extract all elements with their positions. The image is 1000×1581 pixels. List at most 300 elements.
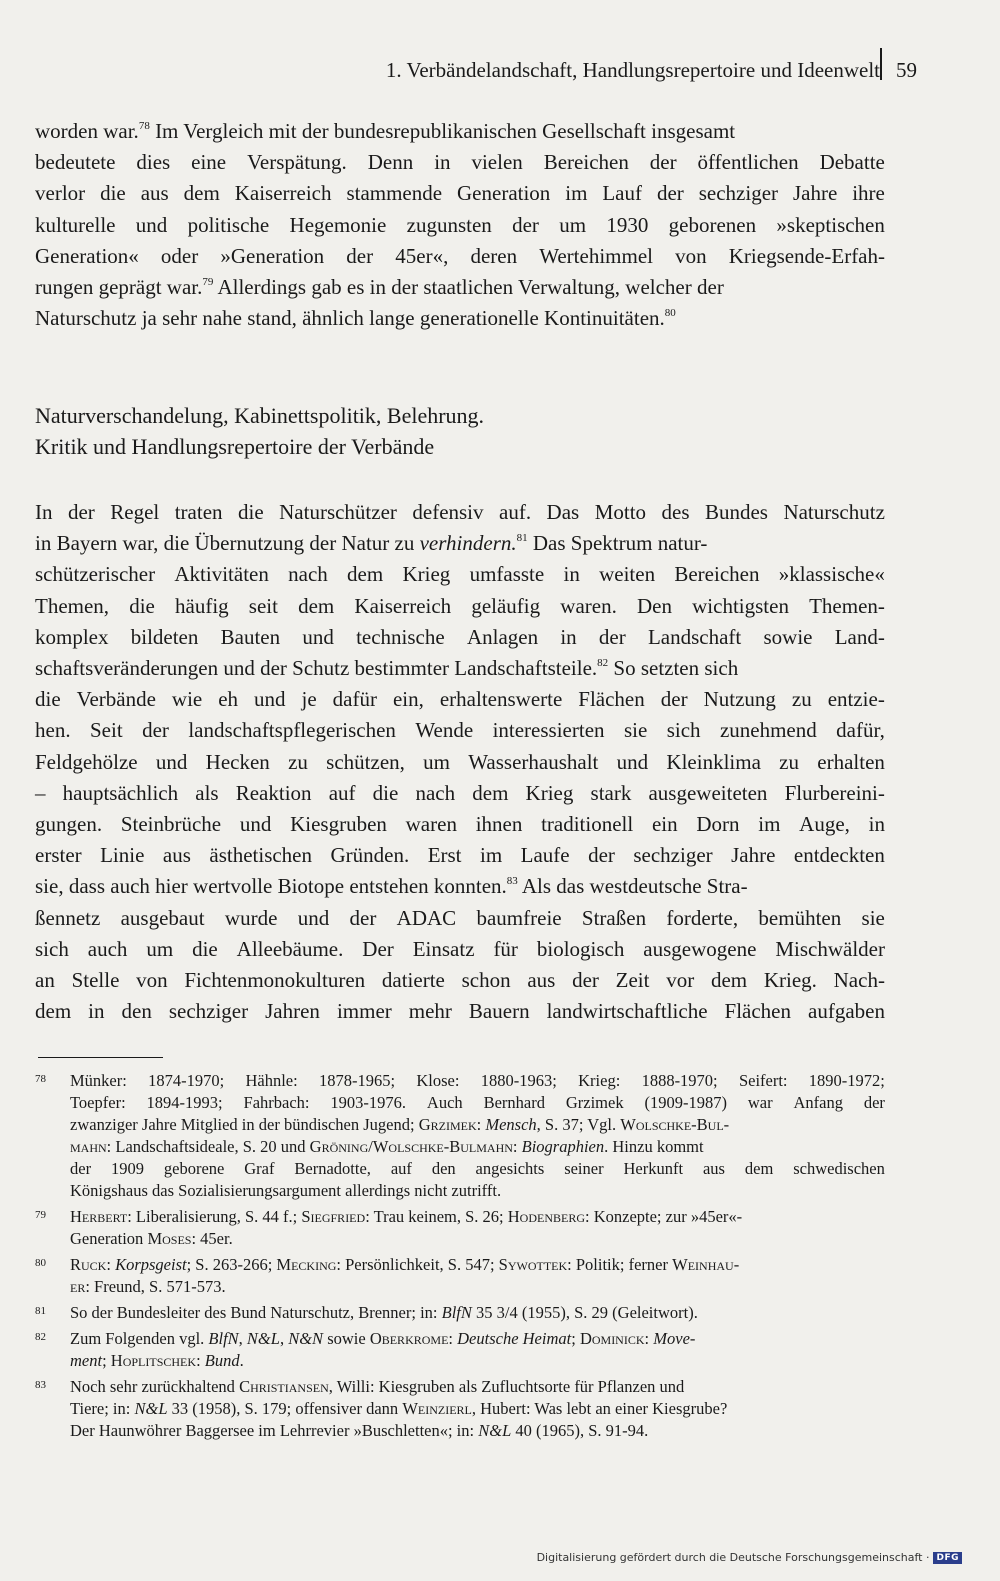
text-line [35, 210, 885, 241]
word: erhalten [817, 749, 885, 774]
text-line [35, 147, 885, 178]
word: zugunsten [406, 212, 492, 237]
text-segment: worden war. [35, 119, 139, 143]
word: 1874-1970; [148, 1071, 225, 1090]
text-segment [70, 1420, 648, 1442]
author-name: Dominick [579, 1329, 645, 1348]
title-text: Deutsche Heimat [457, 1329, 572, 1348]
footnote-78 [35, 1070, 885, 1202]
word: geläufig [471, 593, 541, 618]
word: landwirtschaftliche [546, 999, 708, 1024]
text-line [35, 684, 885, 715]
footnote-ref[interactable]: 80 [664, 307, 676, 320]
word: sie [861, 905, 885, 930]
word: In [35, 500, 53, 524]
title-text: N&L [246, 1329, 280, 1348]
text-segment: 40 (1965), S. 91-94. [515, 1421, 649, 1440]
word: Feldgehölze [35, 749, 138, 774]
word: war [747, 1093, 773, 1112]
footnote-83 [35, 1376, 885, 1442]
word: komplex [35, 624, 109, 649]
word: für [493, 936, 518, 961]
word: Lauf [602, 181, 643, 206]
word: Aktivitäten [174, 562, 269, 587]
word: Generation« [35, 243, 139, 268]
word: Klose: [416, 1071, 460, 1090]
title-text: Mensch [485, 1115, 537, 1134]
footnote-line [70, 1206, 885, 1228]
title-text: BlfN [208, 1329, 239, 1348]
word: Fahrbach: [243, 1093, 310, 1112]
footnote-81 [35, 1302, 885, 1324]
footnote-line [70, 1376, 885, 1398]
word: die [192, 936, 218, 961]
text-segment: : [644, 1329, 650, 1348]
word: forderte, [666, 905, 739, 930]
text-segment [70, 1136, 704, 1158]
running-head: 1. Verbändelandschaft, Handlungsrepertoire und Ideenwelt [385, 58, 880, 82]
text-segment: : Persönlichkeit, S. 547; [336, 1255, 495, 1274]
text-segment [35, 303, 676, 334]
word: häufig [175, 593, 229, 618]
text-segment: sowie [327, 1329, 366, 1348]
word: wurde [224, 905, 278, 930]
word: defensiv [412, 500, 484, 524]
word: eh [218, 687, 239, 712]
word: Naturschutz [783, 500, 885, 524]
footnote-line [70, 1092, 885, 1114]
word: dafür, [836, 718, 885, 743]
word: Jahre [792, 181, 838, 206]
footnote-80 [35, 1254, 885, 1298]
text-line [35, 871, 885, 902]
title-text: N&N [288, 1329, 324, 1348]
word: angesichts [475, 1159, 545, 1178]
text-line [35, 591, 885, 622]
word: oder [160, 243, 199, 268]
text-segment: . Hinzu kommt [604, 1137, 704, 1156]
word: Krieg: [578, 1071, 621, 1090]
text-segment [35, 272, 724, 303]
text-segment [35, 116, 735, 147]
word: »skeptischen [776, 212, 885, 237]
word: auf [390, 1159, 412, 1178]
text-segment: : 45er. [191, 1229, 233, 1248]
word: um [423, 749, 451, 774]
title-text: N&L [134, 1399, 168, 1418]
word: öffentlichen [697, 150, 799, 175]
word: geborenen [668, 212, 757, 237]
word: sechziger [698, 181, 779, 206]
footnote-ref[interactable]: 79 [202, 276, 214, 289]
text-segment: rungen geprägt war. [35, 275, 203, 300]
word: der [142, 718, 169, 743]
author-name: Weinzierl [402, 1399, 472, 1418]
word: Seit [90, 718, 123, 743]
word: Land- [834, 624, 885, 649]
title-text: N&L [478, 1421, 512, 1440]
word: der [67, 500, 95, 524]
word: Bernhard [483, 1093, 545, 1112]
footnote-ref[interactable]: 82 [597, 657, 609, 670]
paragraph-2 [35, 497, 885, 1027]
footnote-number: 83 [35, 1379, 46, 1391]
footnote-number: 81 [35, 1305, 46, 1317]
text-line [35, 715, 885, 746]
word: von [675, 243, 707, 268]
header-divider [880, 48, 882, 80]
word: Hegemonie [289, 212, 387, 237]
word: interessierten [492, 718, 605, 743]
word: Bauern [468, 999, 530, 1024]
footnote-ref[interactable]: 81 [516, 532, 528, 545]
word: baumfreie [476, 905, 562, 930]
word: Das [546, 500, 580, 524]
word: aus [140, 181, 169, 206]
word: wichtigsten [692, 593, 789, 618]
word: umfasste [469, 562, 545, 587]
word: hen. [35, 718, 71, 743]
word: ßennetz [35, 905, 101, 930]
word: ihnen [475, 812, 523, 837]
text-segment: Zum Folgenden vgl. [70, 1329, 205, 1348]
word: dem [710, 968, 748, 993]
word: und [135, 212, 168, 237]
word: an [35, 968, 55, 993]
word: dies [136, 150, 171, 175]
word: auf. [499, 500, 532, 524]
word: der [512, 212, 539, 237]
word: des [661, 500, 690, 524]
word: stark [590, 780, 632, 805]
word: deren [470, 243, 518, 268]
text-segment: 35 3/4 (1955), S. 29 (Geleitwort). [476, 1303, 698, 1322]
text-segment [35, 871, 748, 902]
word: der [70, 1159, 92, 1178]
word: Seifert: [738, 1071, 788, 1090]
word: Stelle [71, 968, 120, 993]
word: (1909-1987) [644, 1093, 727, 1112]
word: Kriegsende-Erfah- [728, 243, 885, 268]
word: der [863, 1093, 885, 1112]
text-segment: : Landschaftsideale, S. 20 und [106, 1137, 306, 1156]
word: kulturelle [35, 212, 116, 237]
word: den [431, 1159, 456, 1178]
word: Fichtenmonokulturen [184, 968, 366, 993]
word: aufgaben [808, 999, 885, 1024]
word: 1880-1963; [480, 1071, 557, 1090]
text-segment: Allerdings gab es in der staatlichen Verwaltung, welcher der [213, 275, 724, 300]
word: ADAC [396, 905, 457, 930]
text-segment [70, 1206, 742, 1228]
text-segment: : Politik; ferner [567, 1255, 668, 1274]
text-segment: sie, dass auch hier wertvolle Biotope entstehen konnten. [35, 874, 507, 899]
footnote-divider [38, 1057, 163, 1058]
title-text: ment [70, 1351, 103, 1370]
word: bildeten [130, 624, 199, 649]
word: entzie- [827, 687, 885, 712]
footnote-82 [35, 1328, 885, 1372]
word: Naturschützer [279, 500, 397, 524]
word: Flurbereini- [784, 780, 885, 805]
text-segment: : [106, 1255, 111, 1274]
word: Kaiserreich [354, 593, 452, 618]
word: den [121, 999, 152, 1024]
word: Regel [110, 500, 160, 524]
word: 1930 [606, 212, 649, 237]
author-name: Grzimek [418, 1115, 477, 1134]
footnote-line [70, 1254, 885, 1276]
footnote-ref[interactable]: 78 [138, 120, 150, 132]
word: Bauten [220, 624, 281, 649]
text-line [35, 528, 885, 559]
footnote-line [70, 1420, 885, 1442]
word: Jahre [731, 843, 776, 868]
word: technische [356, 624, 445, 649]
word: in [563, 562, 580, 587]
author-name: Moses [147, 1229, 192, 1248]
word: zu [288, 749, 308, 774]
word: datierte [381, 968, 445, 993]
word: dem [35, 999, 72, 1024]
text-segment: . [239, 1351, 244, 1370]
word: schützerischer [35, 562, 156, 587]
word: Verbände [76, 687, 156, 712]
word: verlor [35, 181, 86, 206]
footnote-line [70, 1114, 885, 1136]
text-segment: Als das westdeutsche Stra- [517, 874, 748, 899]
word: und [302, 624, 334, 649]
text-segment [70, 1350, 244, 1372]
credit-text: Digitalisierung gefördert durch die Deutsche Forschungsgemeinschaft · [536, 1551, 930, 1564]
word: Flächen [578, 687, 645, 712]
word: Denn [367, 150, 414, 175]
word: um [146, 936, 174, 961]
text-line [35, 653, 885, 684]
word: wie [171, 687, 203, 712]
paragraph-1 [35, 116, 885, 334]
word: traten [174, 500, 223, 524]
title-text: BlfN [441, 1303, 472, 1322]
word: Erst [427, 843, 462, 868]
word: zunehmend [719, 718, 817, 743]
footnote-line [70, 1328, 885, 1350]
word: Hecken [205, 749, 270, 774]
word: landschaftspflegerischen [188, 718, 396, 743]
word: Dorn [696, 812, 740, 837]
word: und [254, 687, 286, 712]
footnote-line [70, 1398, 885, 1420]
text-segment: , Hubert: Was lebt an einer Kiesgrube? [471, 1399, 728, 1418]
word: Auch [426, 1093, 463, 1112]
word: Wasserhaushalt [468, 749, 599, 774]
word: nach [415, 780, 456, 805]
footnote-number: 80 [35, 1257, 46, 1269]
word: Der [362, 936, 394, 961]
word: zu [791, 687, 812, 712]
word: ein, [392, 687, 424, 712]
text-segment: : Trau keinem, S. 26; [365, 1207, 504, 1226]
emphasis-text: verhindern. [419, 531, 517, 556]
footnote-ref[interactable]: 83 [506, 875, 518, 888]
word: Alleebäume. [236, 936, 344, 961]
word: Generation [457, 181, 551, 206]
footnote-line [70, 1158, 885, 1180]
text-segment [70, 1276, 226, 1298]
word: Zeit [615, 968, 650, 993]
word: der [649, 150, 677, 175]
word: Landschaft [647, 624, 742, 649]
word: Themen- [809, 593, 885, 618]
word: Krieg [402, 562, 451, 587]
text-line [35, 241, 885, 272]
word: ausgebaut [120, 905, 205, 930]
author-name: er [70, 1277, 86, 1296]
word: 1890-1972; [808, 1071, 885, 1090]
word: und [239, 812, 272, 837]
word: um [559, 212, 587, 237]
text-line [35, 903, 885, 934]
text-line [35, 840, 885, 871]
text-segment: : Liberalisierung, S. 44 f.; [127, 1207, 298, 1226]
word: bemühten [758, 905, 842, 930]
title-text: Move- [653, 1329, 696, 1348]
word: Krieg. [763, 968, 817, 993]
word: »klassische« [778, 562, 885, 587]
word: Anlagen [466, 624, 539, 649]
word: im [479, 843, 503, 868]
word: Grzimek [565, 1093, 624, 1112]
word: zu [779, 749, 799, 774]
word: im [565, 181, 588, 206]
title-text: Korpsgeist [115, 1255, 187, 1274]
word: entdeckten [793, 843, 885, 868]
word: sich [666, 718, 701, 743]
word: Nach- [833, 968, 885, 993]
word: Laufe [520, 843, 570, 868]
text-line [35, 622, 885, 653]
text-segment [70, 1254, 739, 1276]
text-segment: Noch sehr zurückhaltend [70, 1377, 235, 1396]
word: Themen, [35, 593, 110, 618]
word: eine [191, 150, 227, 175]
author-name: Gröning/Wolschke-Bulmahn [309, 1137, 513, 1156]
word: weiten [599, 562, 656, 587]
text-line [35, 497, 885, 528]
word: der [660, 687, 688, 712]
text-segment: , S. 37; Vgl. [536, 1115, 617, 1134]
word: der [598, 624, 626, 649]
word: aus [702, 1159, 725, 1178]
word: bedeutete [35, 150, 116, 175]
word: dem [298, 593, 335, 618]
word: Steinbrüche [120, 812, 222, 837]
word: je [301, 687, 317, 712]
word: Mischwälder [775, 936, 885, 961]
word: ein [651, 812, 678, 837]
word: der [572, 968, 599, 993]
word: auch [87, 936, 128, 961]
word: Jahren [265, 999, 320, 1024]
word: Reaktion [235, 780, 312, 805]
text-segment: Generation [70, 1229, 144, 1248]
word: Hähnle: [245, 1071, 298, 1090]
word: Linie [100, 843, 145, 868]
word: dafür [332, 687, 377, 712]
word: Bereichen [674, 562, 760, 587]
text-segment: ; [571, 1329, 576, 1348]
word: dem [744, 1159, 774, 1178]
word: Kiesgruben [290, 812, 387, 837]
title-text: Bund [204, 1351, 240, 1370]
word: ästhetischen [209, 843, 313, 868]
word: der [588, 843, 615, 868]
text-segment: Der Haunwöhrer Baggersee im Lehrrevier »Buschletten«; in: [70, 1421, 475, 1440]
text-line [35, 809, 885, 840]
word: die [100, 181, 126, 206]
text-segment [70, 1376, 684, 1398]
word: immer [336, 999, 392, 1024]
word: mehr [408, 999, 452, 1024]
text-segment: Im Vergleich mit der bundesrepublikanischen Gesellschaft insgesamt [149, 119, 736, 143]
word: 1894-1993; [146, 1093, 223, 1112]
footnote-line [70, 1228, 885, 1250]
word: erster [35, 843, 82, 868]
footnote-line [70, 1302, 885, 1324]
word: ausgeweiteten [648, 780, 768, 805]
text-segment: : Konzepte; zur »45er«- [585, 1207, 743, 1226]
text-segment: : [196, 1351, 201, 1370]
word: in [868, 812, 885, 837]
page-number: 59 [896, 58, 917, 82]
footnote-line [70, 1136, 885, 1158]
word: Bereichen [543, 150, 629, 175]
word: Kaiserreich [234, 181, 332, 206]
word: die [129, 593, 155, 618]
footnote-number: 82 [35, 1331, 46, 1343]
word: geborene [163, 1159, 225, 1178]
word: schon [461, 968, 511, 993]
text-segment [35, 653, 738, 684]
text-line [35, 965, 885, 996]
author-name: Weinhau- [672, 1255, 740, 1274]
word: ausgewogene [643, 936, 757, 961]
text-line [35, 272, 885, 303]
word: 1878-1965; [319, 1071, 396, 1090]
word: Bundes [704, 500, 768, 524]
author-name: mahn [70, 1137, 107, 1156]
word: 1909 [110, 1159, 144, 1178]
word: der [656, 181, 684, 206]
word: hauptsächlich [62, 780, 179, 805]
word: 1888-1970; [641, 1071, 718, 1090]
word: in [88, 999, 105, 1024]
word: erhaltenswerte [439, 687, 563, 712]
word: schwedischen [793, 1159, 885, 1178]
text-line [35, 778, 885, 809]
word: aus [162, 843, 191, 868]
word: – [35, 780, 46, 805]
author-name: Siegfried [301, 1207, 366, 1226]
word: Bernadotte, [294, 1159, 371, 1178]
word: Nutzung [703, 687, 776, 712]
text-segment: ; S. 263-266; [186, 1255, 273, 1274]
footnote-number: 78 [35, 1073, 46, 1085]
word: und [155, 749, 188, 774]
word: ihre [852, 181, 885, 206]
footnote-line [70, 1070, 885, 1092]
word: Krieg [525, 780, 574, 805]
